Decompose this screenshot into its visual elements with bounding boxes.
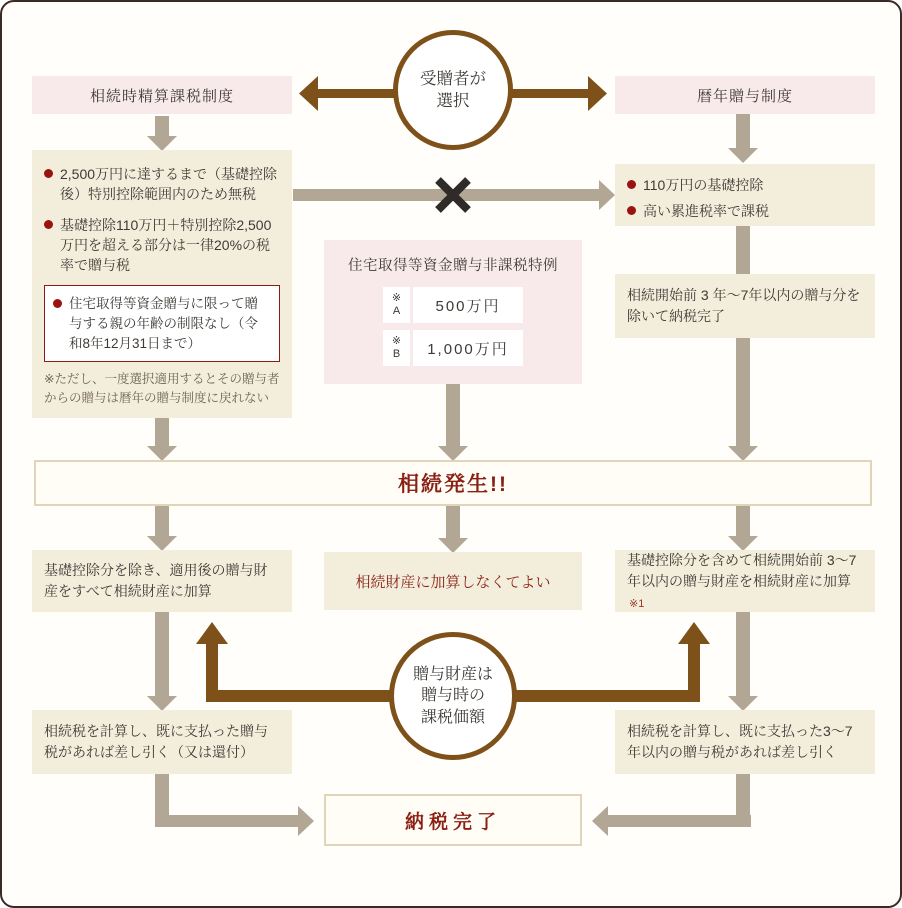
valuation-circle-line3: 課税価額 xyxy=(420,708,485,726)
right-point-1 xyxy=(627,175,863,195)
housing-exemption-title: 住宅取得等資金贈与非課税特例 xyxy=(348,258,558,274)
valuation-circle-line2: 贈与時の xyxy=(420,687,485,705)
exemption-row-a-value: 500万円 xyxy=(413,287,523,323)
arrow-left-elbow-icon xyxy=(155,774,314,836)
ref-letter: B xyxy=(392,348,401,360)
arrow-banner-center-down-icon xyxy=(438,506,468,553)
arrow-right-mid-down-icon xyxy=(728,612,758,711)
arrow-right-header-down-icon xyxy=(728,114,758,163)
right-after-inheritance-box xyxy=(615,550,875,612)
left-point-2 xyxy=(44,215,280,276)
arrow-right-long-down-icon xyxy=(728,226,758,461)
left-after-inheritance-box: 基礎控除分を除き、適用後の贈与財産をすべて相続財産に加算 xyxy=(32,550,292,612)
left-points-panel xyxy=(32,150,292,418)
arrow-left-mid-down-icon xyxy=(147,612,177,711)
ref-letter: A xyxy=(392,305,401,317)
right-after-inheritance-text xyxy=(627,550,863,613)
valuation-circle-line1: 贈与財産は xyxy=(412,665,493,683)
tax-complete-text: 納税完了 xyxy=(404,811,501,833)
left-tax-calc-box: 相続税を計算し、既に支払った贈与税があれば差し引く（又は還付） xyxy=(32,710,292,774)
inheritance-event-banner xyxy=(34,460,872,506)
ref-mark: ※ xyxy=(391,292,402,305)
left-point-1-text: 2,500万円に達するまで（基礎控除後）特別控除範囲内のため無税 xyxy=(60,166,278,203)
left-system-header: 相続時精算課税制度 xyxy=(32,76,292,114)
arrow-left-to-banner-icon xyxy=(147,418,177,461)
exemption-row-b-label xyxy=(383,330,410,366)
left-point-1 xyxy=(44,164,280,205)
exemption-row-a xyxy=(383,287,523,323)
center-after-inheritance-box: 相続財産に加算しなくてよい xyxy=(324,552,582,610)
bullet-icon xyxy=(44,220,53,229)
arrow-right-elbow-icon xyxy=(592,774,751,836)
bullet-icon xyxy=(44,169,53,178)
decision-circle-line1: 受贈者が xyxy=(420,69,486,88)
bullet-icon xyxy=(53,299,62,308)
right-points-panel xyxy=(615,164,875,226)
housing-note-text: 住宅取得等資金贈与に限って贈与する親の年齢の制限なし（令和8年12月31日まで） xyxy=(69,296,258,351)
right-tax-calc-box: 相続税を計算し、既に支払った3～7年以内の贈与税があれば差し引く xyxy=(615,710,875,774)
right-after-inheritance-main: 基礎控除分を含めて相続開始前 3～7 年以内の贈与財産を相続財産に加算 xyxy=(627,551,857,589)
arrow-left-header-down-icon xyxy=(147,116,177,151)
housing-note-item xyxy=(53,294,271,353)
exemption-row-b-value: 1,000万円 xyxy=(413,330,523,366)
right-point-1-text: 110万円の基礎控除 xyxy=(643,177,764,193)
valuation-circle xyxy=(389,632,517,760)
footnote-ref: ※1 xyxy=(629,597,645,610)
exemption-row-a-label xyxy=(383,287,410,323)
bullet-icon xyxy=(627,180,636,189)
left-caution-note: ※ただし、一度選択適用するとその贈与者からの贈与は暦年の贈与制度に戻れない xyxy=(44,372,280,405)
housing-exemption-box xyxy=(324,240,582,384)
right-system-header: 暦年贈与制度 xyxy=(615,76,875,114)
inheritance-event-text: 相続発生!! xyxy=(398,473,508,496)
left-point-2-text: 基礎控除110万円＋特別控除2,500万円を超える部分は一律20%の税率で贈与税 xyxy=(60,216,272,274)
ref-mark: ※ xyxy=(391,335,402,348)
arrow-banner-right-down-icon xyxy=(728,506,758,551)
decision-circle xyxy=(393,30,513,150)
tax-complete-box xyxy=(324,794,582,846)
arrow-banner-left-down-icon xyxy=(147,506,177,551)
decision-circle-line2: 選択 xyxy=(436,92,470,110)
right-point-2-text: 高い累進税率で課税 xyxy=(643,203,769,220)
right-pre-completion-box: 相続開始前 3 年～7年以内の贈与分を除いて納税完了 xyxy=(615,274,875,338)
top-right-arrow-icon xyxy=(510,76,607,111)
housing-note-box xyxy=(44,285,280,362)
exemption-row-b xyxy=(383,330,523,366)
arrow-center-to-banner-icon xyxy=(438,384,468,461)
top-left-arrow-icon xyxy=(299,76,396,111)
right-point-2 xyxy=(627,201,863,221)
bullet-icon xyxy=(627,206,636,215)
